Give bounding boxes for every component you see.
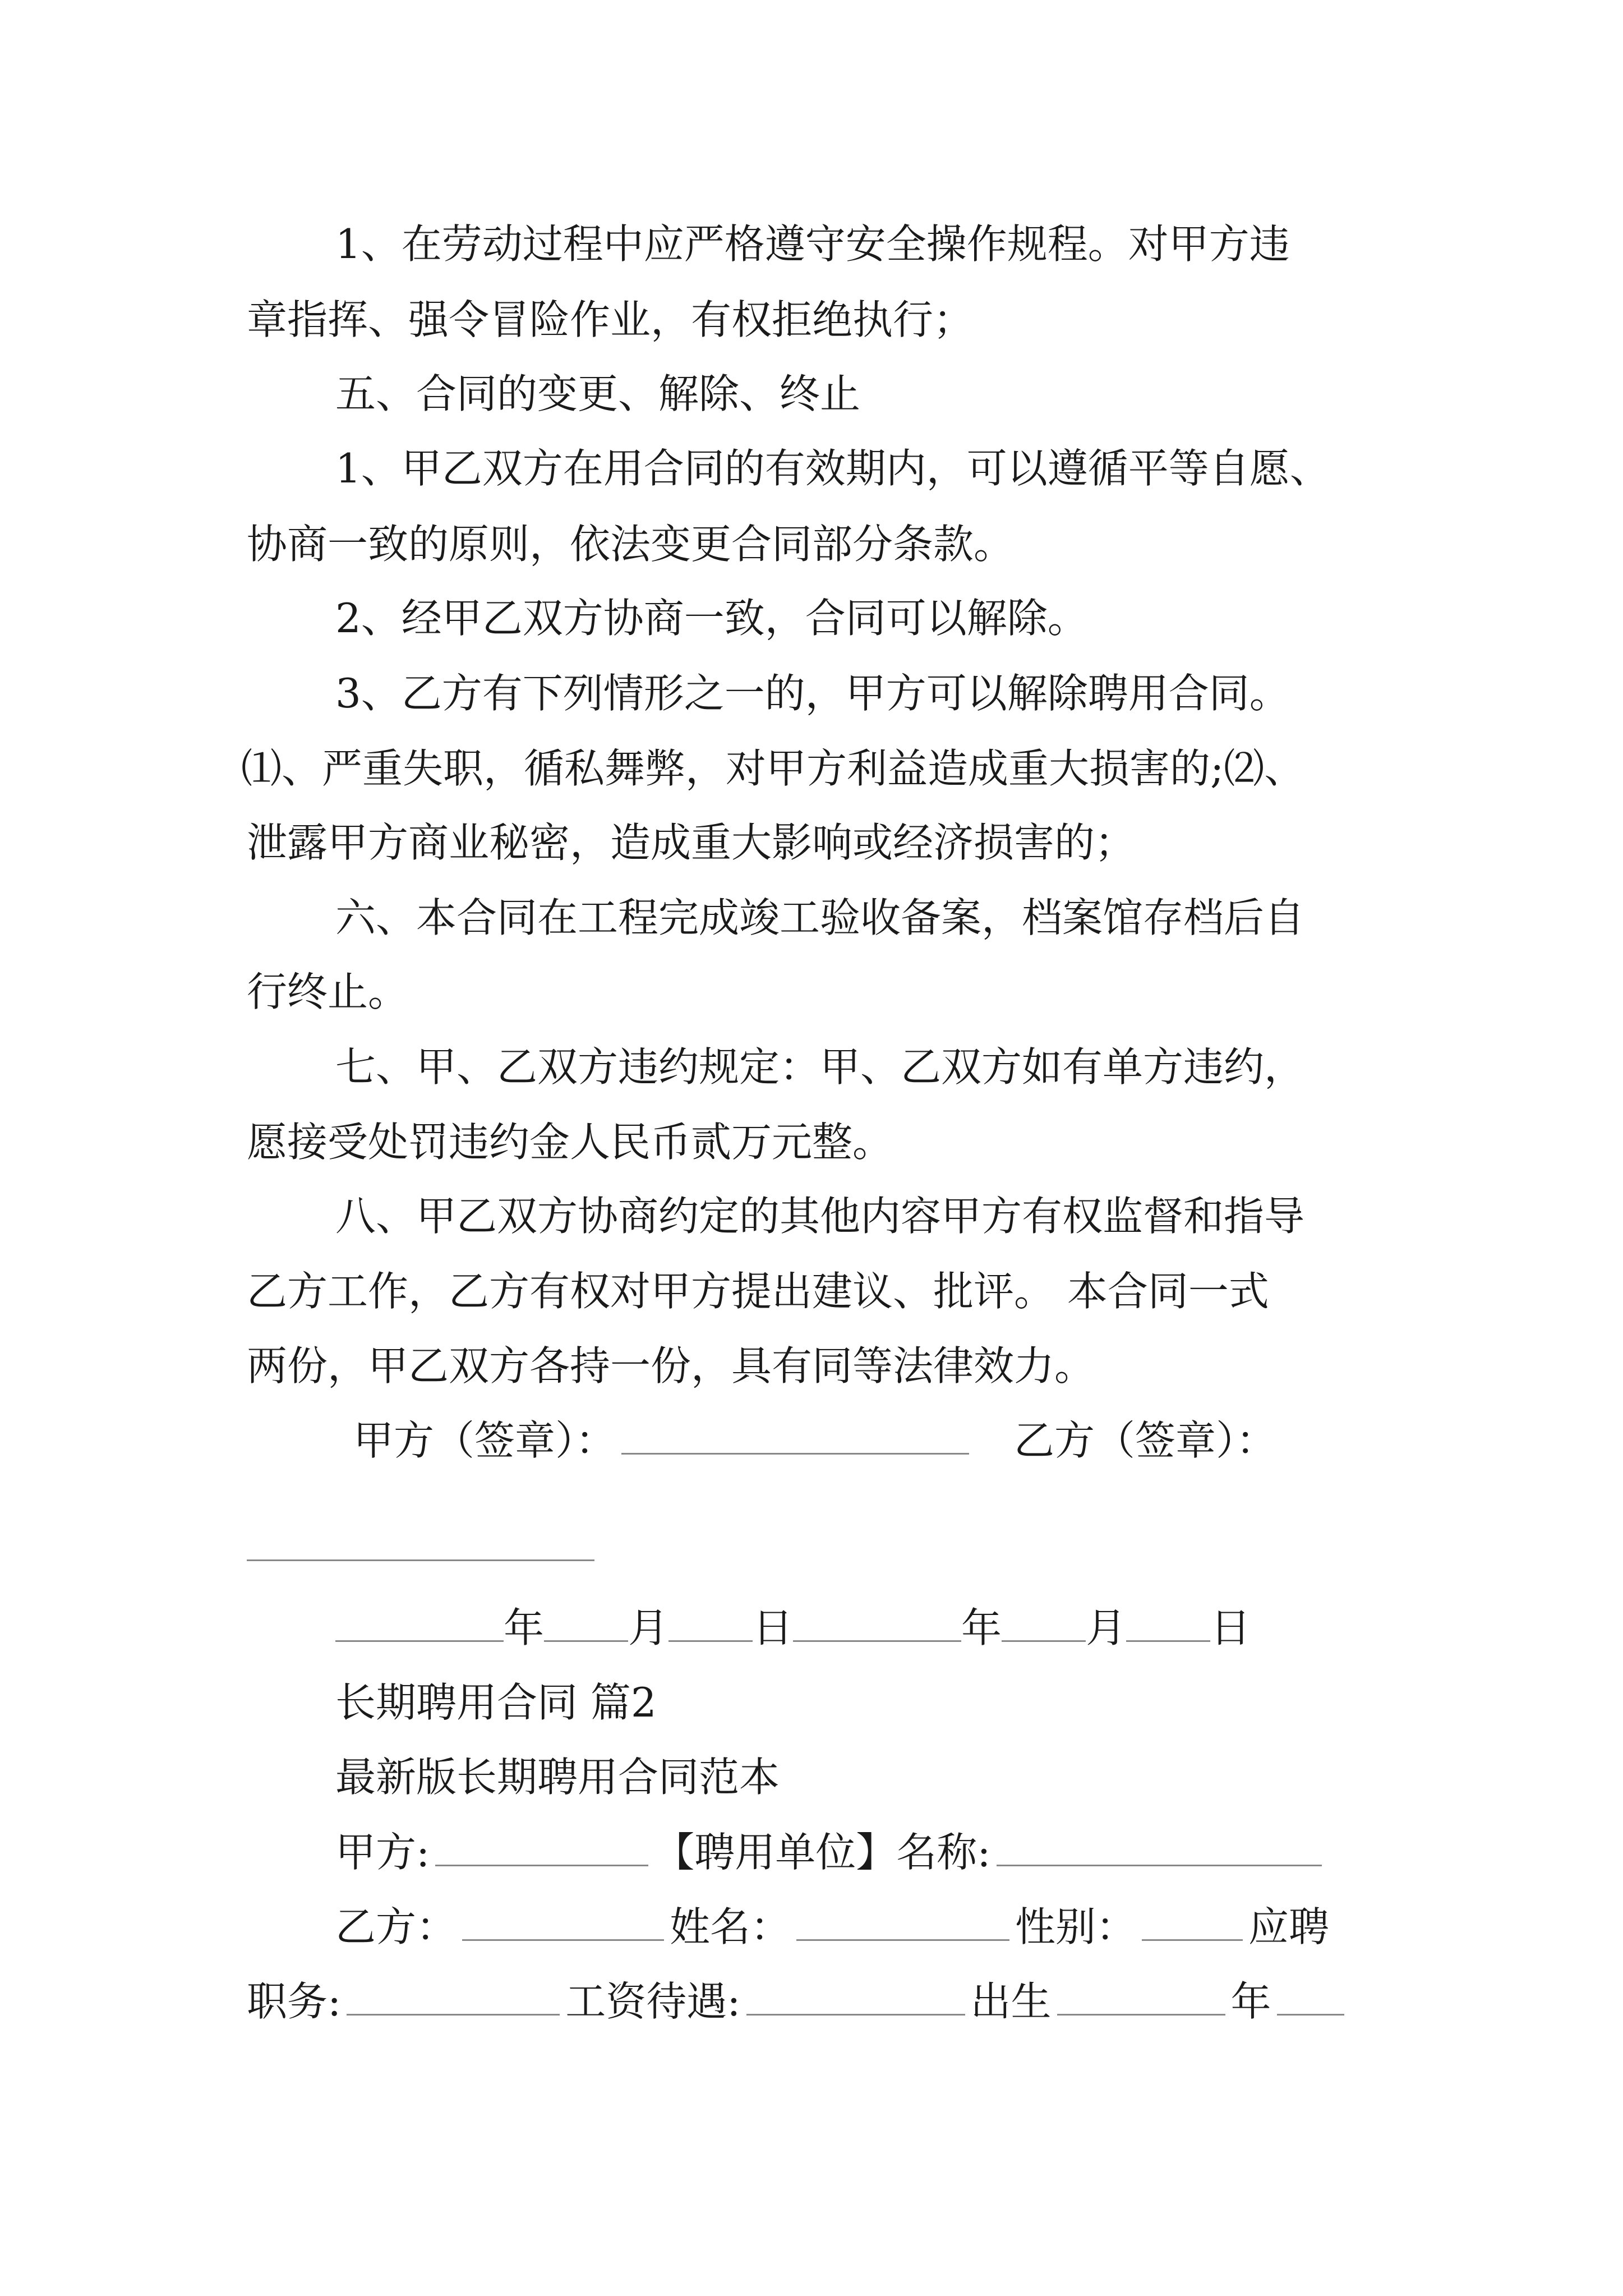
month-label: 月	[628, 1604, 669, 1651]
day-blank[interactable]	[1126, 1605, 1210, 1642]
section-heading: 五、合同的变更、解除、终止	[335, 370, 861, 417]
signature-row	[353, 1412, 1623, 1469]
year-blank[interactable]	[793, 1605, 961, 1642]
party-b-sign-blank[interactable]	[247, 1559, 594, 1561]
paragraph-line: 2、经甲乙双方协商一致，合同可以解除。	[335, 595, 1088, 642]
position-label: 职务:	[247, 1978, 342, 2025]
party-b-label: 乙方：	[335, 1903, 457, 1950]
paragraph-line: 协商一致的原则，依法变更合同部分条款。	[247, 521, 1015, 568]
paragraph-line: 1、甲乙双方在用合同的有效期内，可以遵循平等自愿、	[335, 445, 1330, 492]
year-label: 年	[961, 1604, 1002, 1651]
position-row	[247, 1973, 1623, 2030]
paragraph-line: 章指挥、强令冒险作业，有权拒绝执行；	[247, 296, 974, 343]
year-blank[interactable]	[335, 1605, 504, 1642]
paragraph-line: 愿接受处罚违约金人民币贰万元整。	[247, 1119, 893, 1166]
day-blank[interactable]	[668, 1605, 753, 1642]
birth-year-label: 年	[1230, 1978, 1271, 2025]
day-label: 日	[753, 1604, 794, 1651]
party-b-blank[interactable]	[462, 1904, 664, 1941]
day-label: 日	[1210, 1604, 1251, 1651]
paragraph-line: 1、在劳动过程中应严格遵守安全操作规程。对甲方违	[335, 220, 1290, 268]
paragraph-line: 两份，甲乙双方各持一份，具有同等法律效力。	[247, 1342, 1095, 1389]
party-a-sign-blank[interactable]	[621, 1418, 969, 1455]
section-2-subtitle: 最新版长期聘用合同范本	[335, 1754, 780, 1801]
salary-blank[interactable]	[746, 1979, 965, 2016]
month-blank[interactable]	[1002, 1605, 1086, 1642]
paragraph-line: 乙方工作，乙方有权对甲方提出建议、批评。 本合同一式	[247, 1268, 1269, 1315]
party-b-row	[335, 1899, 1623, 1955]
party-a-label: 甲方:	[335, 1829, 430, 1876]
gender-label: 性别：	[1015, 1903, 1137, 1950]
name-blank[interactable]	[796, 1904, 1009, 1941]
party-a-blank[interactable]	[435, 1830, 648, 1866]
paragraph-line: 六、本合同在工程完成竣工验收备案，档案馆存档后自	[335, 894, 1305, 941]
name-label: 姓名：	[670, 1903, 791, 1950]
party-a-row	[335, 1824, 1623, 1880]
paragraph-line: 泄露甲方商业秘密，造成重大影响或经济损害的；	[247, 819, 1136, 866]
paragraph-line: 3、乙方有下列情形之一的，甲方可以解除聘用合同。	[335, 670, 1290, 717]
birth-month-blank[interactable]	[1277, 1979, 1344, 2016]
apply-label: 应聘	[1248, 1903, 1330, 1950]
gender-blank[interactable]	[1142, 1904, 1243, 1941]
birth-label: 出生	[970, 1978, 1052, 2025]
paragraph-line: 八、甲乙双方协商约定的其他内容甲方有权监督和指导	[335, 1193, 1305, 1240]
unit-name-label: 【聘用单位】名称:	[654, 1829, 991, 1876]
year-label: 年	[504, 1604, 545, 1651]
birth-year-blank[interactable]	[1057, 1979, 1225, 2016]
paragraph-line: 行终止。	[247, 968, 409, 1015]
section-2-heading: 长期聘用合同 篇2	[335, 1679, 657, 1726]
paragraph-line: 七、甲、乙双方违约规定：甲、乙双方如有单方违约，	[335, 1043, 1305, 1091]
position-blank[interactable]	[347, 1979, 560, 2016]
month-label: 月	[1086, 1604, 1127, 1651]
party-b-sign-label: 乙方（签章）：	[1014, 1417, 1277, 1464]
month-blank[interactable]	[544, 1605, 628, 1642]
party-a-sign-label: 甲方（签章）：	[353, 1417, 616, 1464]
salary-label: 工资待遇:	[565, 1978, 741, 2025]
date-row	[335, 1600, 1623, 1656]
paragraph-line: ⑴、严重失职，循私舞弊，对甲方利益造成重大损害的;⑵、	[241, 745, 1305, 792]
unit-name-blank[interactable]	[997, 1830, 1322, 1866]
